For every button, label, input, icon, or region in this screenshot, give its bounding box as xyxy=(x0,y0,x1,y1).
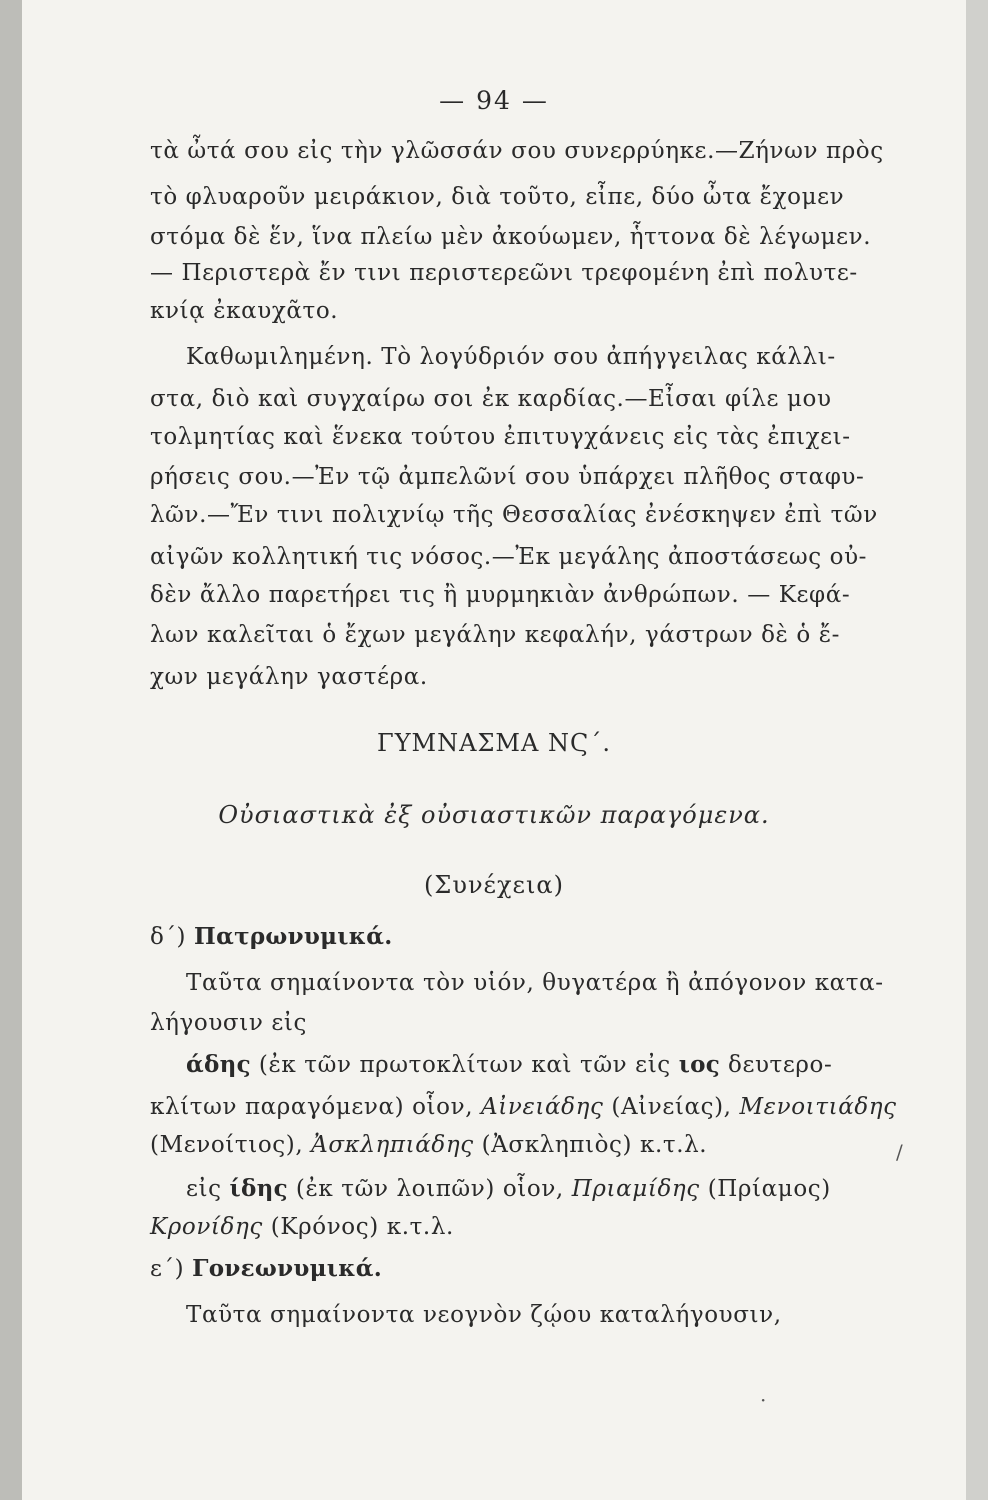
ades-line-1 xyxy=(186,1050,910,1080)
text-line: χων μεγάλην γαστέρα. xyxy=(150,664,428,690)
text-line: δὲν ἄλλο παρετήρει τις ἢ μυρμηκιὰν ἀνθρώπων. — Κεφά- xyxy=(150,582,851,608)
exercise-subheading: Οὐσιαστικὰ ἐξ οὐσιαστικῶν παραγόμενα. xyxy=(218,801,770,829)
section-e-heading xyxy=(150,1254,910,1284)
section-e-number: ε΄) xyxy=(150,1256,185,1282)
section-d-title: Πατρωνυμικά. xyxy=(194,923,393,950)
page-number: — 94 — xyxy=(439,86,549,115)
ades-text: (ἐκ τῶν πρωτοκλίτων καὶ τῶν εἰς xyxy=(258,1052,671,1078)
ink-dot: · xyxy=(760,1388,767,1412)
example-kronides: Κρονίδης xyxy=(150,1214,263,1240)
ades-line-2 xyxy=(150,1092,910,1122)
example-menoitios: (Μενοίτιος), xyxy=(150,1132,304,1158)
suffix-ades: άδης xyxy=(186,1051,251,1078)
text-line: κνίᾳ ἐκαυχᾶτο. xyxy=(150,298,339,324)
text-line: λῶν.—Ἔν τινι πολιχνίῳ τῆς Θεσσαλίας ἐνέσκηψεν ἐπὶ τῶν xyxy=(150,502,878,528)
text-line: Ταῦτα σημαίνοντα τὸν υἱόν, θυγατέρα ἢ ἀπόγονον κατα- xyxy=(186,970,884,996)
text-line: Ταῦτα σημαίνοντα νεογνὸν ζῴου καταλήγουσιν, xyxy=(186,1302,782,1328)
text-line: τὸ φλυαροῦν μειράκιον, διὰ τοῦτο, εἶπε, δύο ὦτα ἔχομεν xyxy=(150,184,845,210)
text-line: — Περιστερὰ ἔν τινι περιστερεῶνι τρεφομένη ἐπὶ πολυτε- xyxy=(150,260,858,286)
example-priamos: (Πρίαμος) xyxy=(707,1176,831,1202)
ades-text-2: δευτερο- xyxy=(728,1052,833,1078)
ades-text-3: κλίτων παραγόμενα) οἷον, xyxy=(150,1094,474,1120)
text-line: Καθωμιλημένη. Τὸ λογύδριόν σου ἀπήγγειλας κάλλι- xyxy=(186,344,836,370)
section-e-title: Γονεωνυμικά. xyxy=(192,1255,383,1282)
section-d-number: δ΄) xyxy=(150,924,187,950)
text-line: λων καλεῖται ὁ ἔχων μεγάλην κεφαλήν, γάστρων δὲ ὁ ἔ- xyxy=(150,622,841,648)
example-menoitiades: Μενοιτιάδης xyxy=(739,1094,897,1120)
example-aineias: (Αἰνείας), xyxy=(611,1094,732,1120)
text-line: αἰγῶν κολλητική τις νόσος.—Ἐκ μεγάλης ἀποστάσεως οὐ- xyxy=(150,544,868,570)
ides-text: (ἐκ τῶν λοιπῶν) οἷον, xyxy=(295,1176,564,1202)
example-priamides: Πριαμίδης xyxy=(571,1176,700,1202)
example-aineiades: Αἰνειάδης xyxy=(481,1094,604,1120)
text-line: στόμα δὲ ἕν, ἵνα πλείω μὲν ἀκούωμεν, ἧττονα δὲ λέγωμεν. xyxy=(150,224,872,250)
text-line: ρήσεις σου.—Ἐν τῷ ἀμπελῶνί σου ὑπάρχει πλῆθος σταφυ- xyxy=(150,464,865,490)
ides-line-2 xyxy=(150,1212,910,1242)
example-asklepios: (Ἀσκληπιὸς) κ.τ.λ. xyxy=(481,1132,708,1158)
suffix-ios: ιος xyxy=(678,1051,721,1078)
continuation-note: (Συνέχεια) xyxy=(424,871,564,899)
ades-line-3 xyxy=(150,1130,910,1160)
section-d-heading xyxy=(150,922,910,952)
ides-line-1 xyxy=(186,1174,910,1204)
example-asklepiades: Ἀσκληπιάδης xyxy=(311,1132,474,1158)
text-line: στα, διὸ καὶ συγχαίρω σοι ἐκ καρδίας.—Εἶσαι φίλε μου xyxy=(150,386,832,412)
text-line: τὰ ὦτά σου εἰς τὴν γλῶσσάν σου συνερρύηκε.—Ζήνων πρὸς xyxy=(150,138,884,164)
suffix-ides: ίδης xyxy=(229,1175,288,1202)
exercise-heading: ΓΥΜΝΑΣΜΑ ΝϚ΄. xyxy=(377,729,611,757)
text-line: τολμητίας καὶ ἕνεκα τούτου ἐπιτυγχάνεις εἰς τὰς ἐπιχει- xyxy=(150,424,851,450)
text-line: λήγουσιν εἰς xyxy=(150,1010,307,1036)
ides-prefix: εἰς xyxy=(186,1176,222,1202)
ink-mark: / xyxy=(896,1140,903,1164)
example-kronos: (Κρόνος) κ.τ.λ. xyxy=(270,1214,454,1240)
